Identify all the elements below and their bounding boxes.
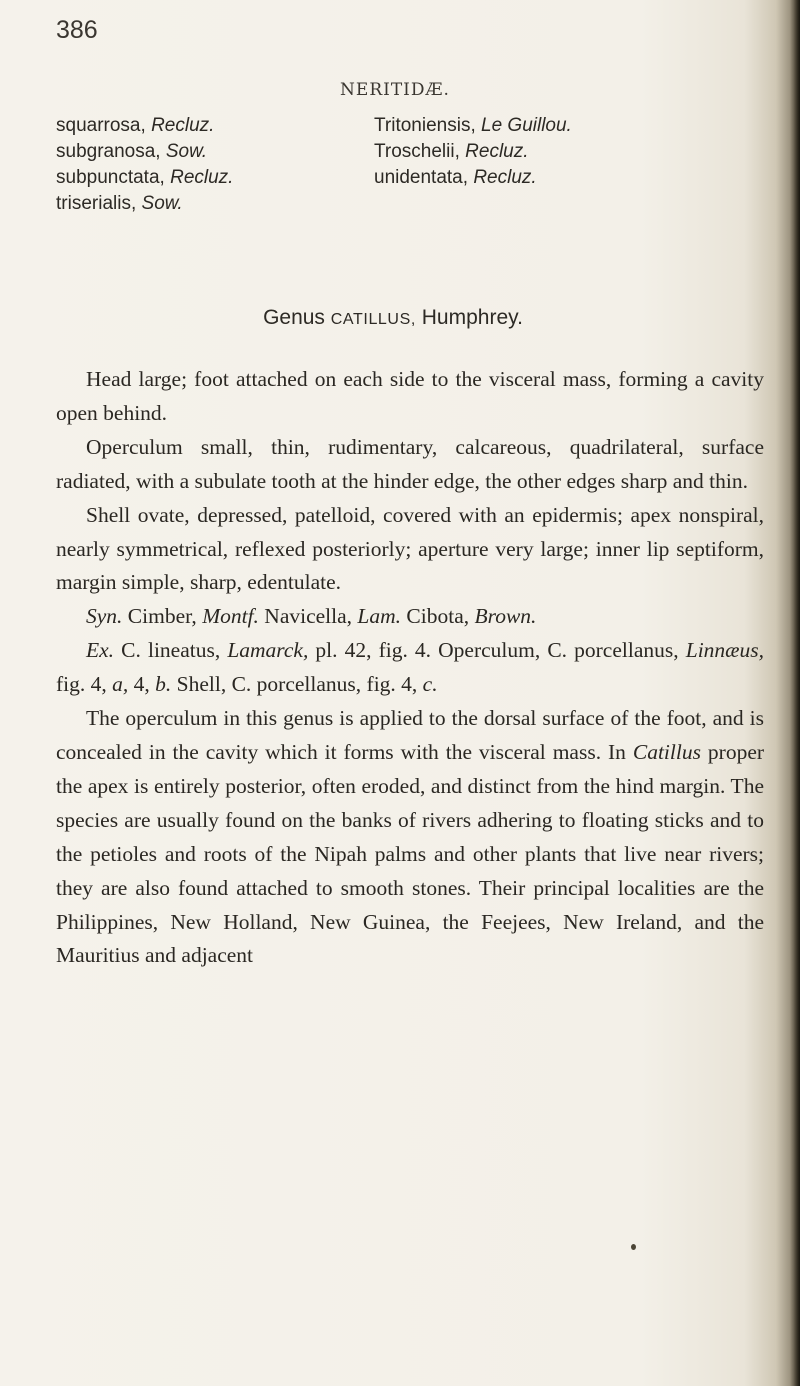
paragraph-operculum: Operculum small, thin, rudimentary, calcareous, quadrilateral, surface radiated, with a subulate tooth at the hinder edge, the other edges sharp and thin. [56, 434, 764, 493]
paragraph-synonyms: Syn. Cimber, Montf. Navicella, Lam. Cibota, Brown. [86, 604, 537, 629]
species-column-right [374, 113, 754, 191]
running-head: NERITIDÆ. [340, 80, 450, 100]
species-entry: squarrosa, Recluz. [56, 115, 215, 136]
species-entry: subgranosa, Sow. [56, 141, 208, 162]
species-entry: unidentata, Recluz. [374, 167, 537, 188]
ink-speck [631, 1244, 636, 1250]
genus-name: CATILLUS, [330, 311, 416, 328]
genus-author: Humphrey. [421, 306, 523, 329]
paragraph-shell: Shell ovate, depressed, patelloid, covered with an epidermis; apex nonspiral, nearly symmetrical, reflexed posteriorly; aperture very large; inner lip septiform, margin simple, sharp, edentulate. [56, 502, 764, 595]
species-entry: triserialis, Sow. [56, 193, 183, 214]
species-entry: Troschelii, Recluz. [374, 141, 529, 162]
paragraph-examples: Ex. C. lineatus, Lamarck, pl. 42, fig. 4. Operculum, C. porcellanus, Linnæus, fig. 4, a, 4, b. Shell, C. porcellanus, fig. 4, c. [56, 638, 764, 697]
body-text [56, 363, 764, 973]
paragraph-habitat: The operculum in this genus is applied to the dorsal surface of the foot, and is concealed in the cavity which it forms with the visceral mass. In Catillus proper the apex is entirely posterior, often eroded, and distinct from the hind margin. The species are usually found on the banks of rivers adhering to floating sticks and to the petioles and roots of the Nipah palms and other plants that live near rivers; they are also found attached to smooth stones. Their principal localities are the Philippines, New Holland, New Guinea, the Feejees, New Ireland, and the Mauritius and adjacent [56, 706, 765, 968]
species-column-left [56, 113, 376, 217]
paragraph-head: Head large; foot attached on each side to the visceral mass, forming a cavity open behind. [56, 367, 764, 425]
page-number: 386 [56, 16, 98, 44]
binding-edge [790, 0, 800, 1386]
species-entry: subpunctata, Recluz. [56, 167, 234, 188]
species-entry: Tritoniensis, Le Guillou. [374, 115, 572, 136]
genus-heading [0, 306, 800, 330]
genus-prefix: Genus [263, 306, 325, 329]
